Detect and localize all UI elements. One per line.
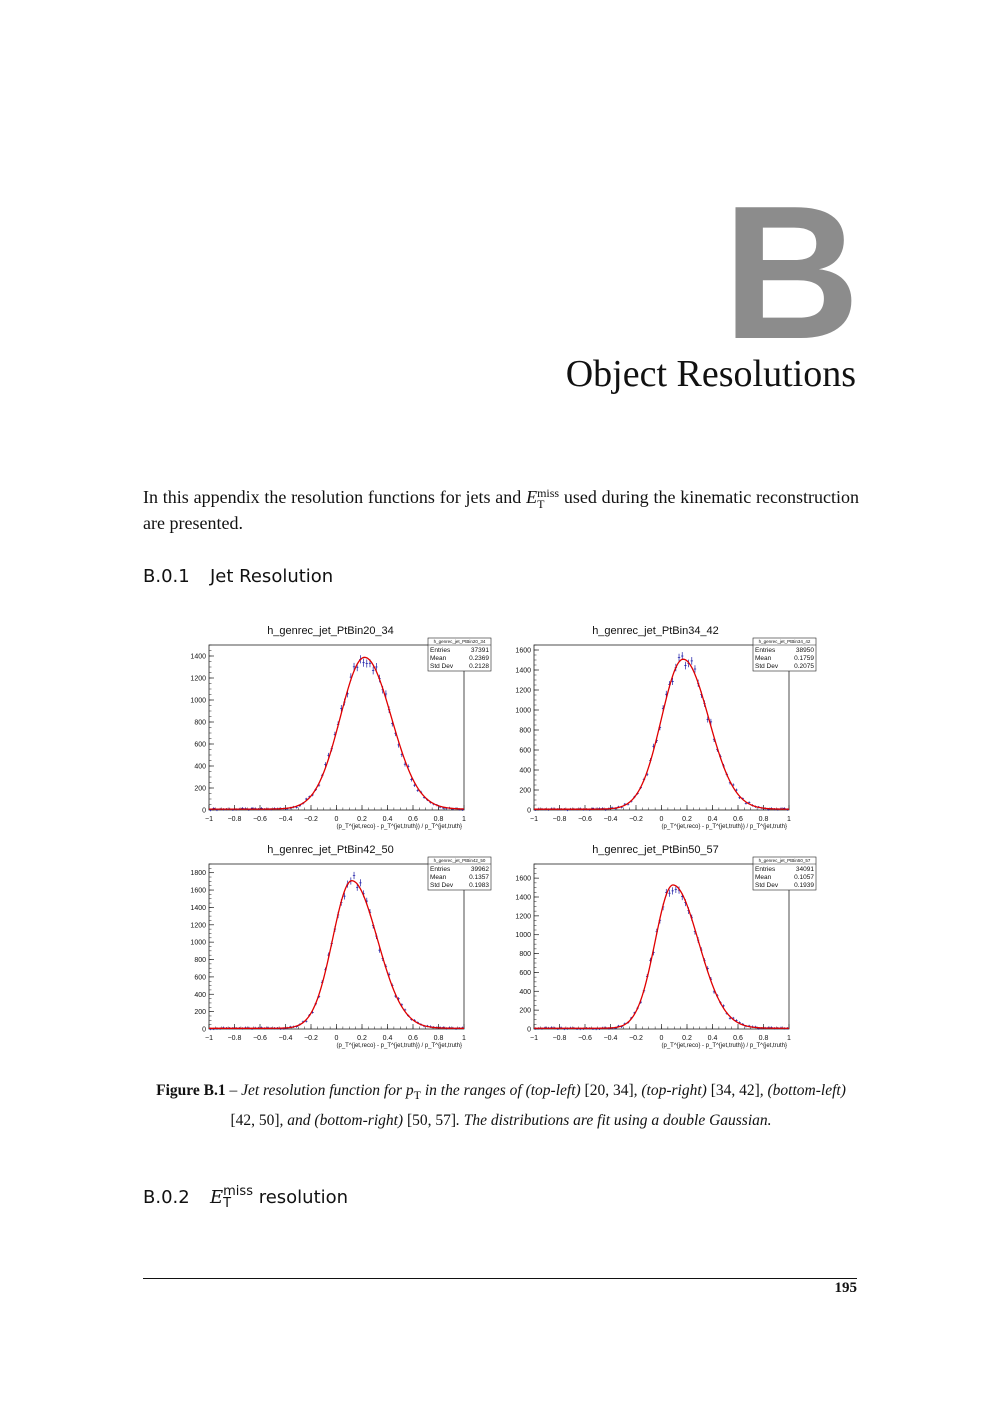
y-tick-label: 1400 xyxy=(190,904,206,912)
chapter-title: Object Resolutions xyxy=(565,353,856,395)
y-tick-label: 0 xyxy=(202,1026,206,1034)
fit-curve xyxy=(534,885,789,1028)
x-tick-label: 0.4 xyxy=(707,1035,718,1042)
plot-title: h_genrec_jet_PtBin42_50 xyxy=(267,844,394,856)
y-tick-label: 400 xyxy=(194,763,206,771)
x-tick-label: −0.4 xyxy=(278,816,293,823)
stats-name: h_genrec_jet_PtBin50_57 xyxy=(758,858,811,864)
x-tick-label: −0.8 xyxy=(552,1035,567,1042)
plot-title: h_genrec_jet_PtBin20_34 xyxy=(267,625,394,637)
x-tick-label: −0.8 xyxy=(552,816,567,823)
y-tick-label: 1600 xyxy=(515,647,531,655)
x-tick-label: 0.4 xyxy=(707,816,718,823)
y-tick-label: 1800 xyxy=(190,870,206,878)
stats-label: Entries xyxy=(430,866,451,873)
plot-frame xyxy=(534,645,789,810)
y-tick-label: 600 xyxy=(519,747,531,755)
x-tick-label: −1 xyxy=(530,1035,538,1042)
x-tick-label: 0.8 xyxy=(758,1035,769,1042)
intro-paragraph: In this appendix the resolution functions for jets and E miss T used during the kinematic reconstruction are presented. xyxy=(143,485,859,533)
x-axis-label: (p_T^{jet,reco} - p_T^{jet,truth}) / p_T^{jet,truth} xyxy=(336,824,462,830)
y-tick-label: 0 xyxy=(527,807,531,815)
x-tick-label: −0.4 xyxy=(278,1035,293,1042)
stats-value: 37391 xyxy=(470,647,489,654)
x-tick-label: −0.8 xyxy=(227,816,242,823)
x-tick-label: 0.6 xyxy=(733,816,743,823)
stats-value: 0.1057 xyxy=(794,874,814,881)
y-tick-label: 600 xyxy=(194,741,206,749)
x-tick-label: −0.2 xyxy=(304,1035,318,1042)
x-tick-label: −0.2 xyxy=(629,1035,643,1042)
stats-value: 34091 xyxy=(795,866,814,873)
x-tick-label: 0.4 xyxy=(382,816,393,823)
stats-label: Mean xyxy=(755,655,772,662)
x-tick-label: 0.4 xyxy=(382,1035,393,1042)
plot-frame xyxy=(209,645,464,810)
stats-label: Mean xyxy=(430,655,447,662)
x-tick-label: 0.8 xyxy=(433,1035,444,1042)
y-tick-label: 1200 xyxy=(515,687,531,695)
plot-panel-1 xyxy=(190,625,491,830)
figure-b1 xyxy=(180,618,830,1063)
x-tick-label: 0.2 xyxy=(357,1035,367,1042)
x-tick-label: 0.6 xyxy=(408,816,418,823)
stats-name: h_genrec_jet_PtBin20_34 xyxy=(433,639,486,645)
stats-label: Std Dev xyxy=(430,663,454,670)
y-tick-label: 1000 xyxy=(190,697,206,705)
y-tick-label: 800 xyxy=(519,951,531,959)
y-tick-label: 1600 xyxy=(515,875,531,883)
x-tick-label: 0 xyxy=(334,1035,339,1042)
stats-value: 39962 xyxy=(470,866,489,873)
x-tick-label: 0.8 xyxy=(758,816,769,823)
y-tick-label: 600 xyxy=(519,969,531,977)
y-tick-label: 1600 xyxy=(190,887,206,895)
x-tick-label: 1 xyxy=(787,816,791,823)
stats-value: 0.1939 xyxy=(794,882,814,889)
x-tick-label: 0.8 xyxy=(433,816,444,823)
y-tick-label: 800 xyxy=(194,957,206,965)
fit-curve xyxy=(534,659,789,809)
stats-label: Std Dev xyxy=(755,882,779,889)
y-tick-label: 1200 xyxy=(515,913,531,921)
stats-name: h_genrec_jet_PtBin34_42 xyxy=(758,639,811,645)
x-tick-label: 0.6 xyxy=(733,1035,743,1042)
x-tick-label: 0 xyxy=(659,816,664,823)
y-tick-label: 200 xyxy=(194,1009,206,1017)
plot-title: h_genrec_jet_PtBin34_42 xyxy=(592,625,719,637)
y-tick-label: 0 xyxy=(202,807,206,815)
y-tick-label: 400 xyxy=(519,767,531,775)
stats-label: Entries xyxy=(755,647,776,654)
stats-label: Entries xyxy=(755,866,776,873)
y-tick-label: 600 xyxy=(194,974,206,982)
figure-b1-plots xyxy=(180,618,830,1063)
stats-label: Entries xyxy=(430,647,451,654)
stats-value: 0.2075 xyxy=(794,663,814,670)
stats-label: Mean xyxy=(430,874,447,881)
x-tick-label: −1 xyxy=(530,816,538,823)
x-tick-label: 0.2 xyxy=(682,1035,692,1042)
x-tick-label: −0.6 xyxy=(578,816,592,823)
fit-curve xyxy=(209,881,464,1029)
chapter-letter: B xyxy=(722,167,860,379)
stats-value: 0.1983 xyxy=(469,882,489,889)
section-heading-met-resolution: B.0.2 E miss T resolution xyxy=(143,1184,349,1211)
y-tick-label: 800 xyxy=(519,727,531,735)
page-number: 195 xyxy=(834,1280,857,1296)
x-tick-label: 0.2 xyxy=(357,816,367,823)
y-tick-label: 800 xyxy=(194,719,206,727)
x-tick-label: 1 xyxy=(462,1035,466,1042)
x-tick-label: −0.2 xyxy=(629,816,643,823)
x-tick-label: −0.6 xyxy=(578,1035,592,1042)
stats-name: h_genrec_jet_PtBin42_50 xyxy=(433,858,486,864)
x-tick-label: 1 xyxy=(787,1035,791,1042)
stats-label: Std Dev xyxy=(755,663,779,670)
stats-value: 0.2128 xyxy=(469,663,489,670)
x-tick-label: −0.8 xyxy=(227,1035,242,1042)
plot-panel-3 xyxy=(190,844,491,1049)
x-tick-label: −0.6 xyxy=(253,816,267,823)
y-tick-label: 1000 xyxy=(190,939,206,947)
x-tick-label: −1 xyxy=(205,816,213,823)
x-tick-label: 1 xyxy=(462,816,466,823)
stats-value: 0.1759 xyxy=(794,655,814,662)
y-tick-label: 400 xyxy=(519,988,531,996)
plot-frame xyxy=(209,864,464,1029)
x-tick-label: −0.2 xyxy=(304,816,318,823)
x-tick-label: −1 xyxy=(205,1035,213,1042)
plot-panel-4 xyxy=(515,844,816,1049)
y-tick-label: 1200 xyxy=(190,922,206,930)
x-tick-label: −0.4 xyxy=(603,1035,618,1042)
plot-title: h_genrec_jet_PtBin50_57 xyxy=(592,844,719,856)
y-tick-label: 200 xyxy=(519,1007,531,1015)
stats-value: 0.2369 xyxy=(469,655,489,662)
stats-value: 38950 xyxy=(795,647,814,654)
x-axis-label: (p_T^{jet,reco} - p_T^{jet,truth}) / p_T^{jet,truth} xyxy=(661,1043,787,1049)
x-tick-label: 0 xyxy=(334,816,339,823)
x-tick-label: 0 xyxy=(659,1035,664,1042)
stats-label: Std Dev xyxy=(430,882,454,889)
x-tick-label: 0.2 xyxy=(682,816,692,823)
y-tick-label: 0 xyxy=(527,1026,531,1034)
y-tick-label: 400 xyxy=(194,991,206,999)
fit-curve xyxy=(209,657,464,809)
y-tick-label: 1400 xyxy=(515,667,531,675)
plot-frame xyxy=(534,864,789,1029)
y-tick-label: 200 xyxy=(519,787,531,795)
y-tick-label: 1000 xyxy=(515,707,531,715)
y-tick-label: 1000 xyxy=(515,932,531,940)
x-tick-label: −0.4 xyxy=(603,816,618,823)
footer-rule xyxy=(143,1278,857,1279)
stats-value: 0.1357 xyxy=(469,874,489,881)
y-tick-label: 1200 xyxy=(190,675,206,683)
x-axis-label: (p_T^{jet,reco} - p_T^{jet,truth}) / p_T^{jet,truth} xyxy=(661,824,787,830)
y-tick-label: 1400 xyxy=(190,653,206,661)
x-tick-label: −0.6 xyxy=(253,1035,267,1042)
section-heading-jet-resolution: B.0.1 Jet Resolution xyxy=(143,566,334,587)
plot-panel-2 xyxy=(515,625,816,830)
x-axis-label: (p_T^{jet,reco} - p_T^{jet,truth}) / p_T^{jet,truth} xyxy=(336,1043,462,1049)
stats-label: Mean xyxy=(755,874,772,881)
y-tick-label: 200 xyxy=(194,785,206,793)
x-tick-label: 0.6 xyxy=(408,1035,418,1042)
figure-caption: Figure B.1 – Jet resolution function for $p_T$ in the ranges of (top-left) [20, 34], (top-right) [34, 42], (bottom-left) [42, 50], and (bottom-right) [50, 57]. The distributions are fit using a double Gaussian. xyxy=(156,1082,846,1129)
y-tick-label: 1400 xyxy=(515,894,531,902)
